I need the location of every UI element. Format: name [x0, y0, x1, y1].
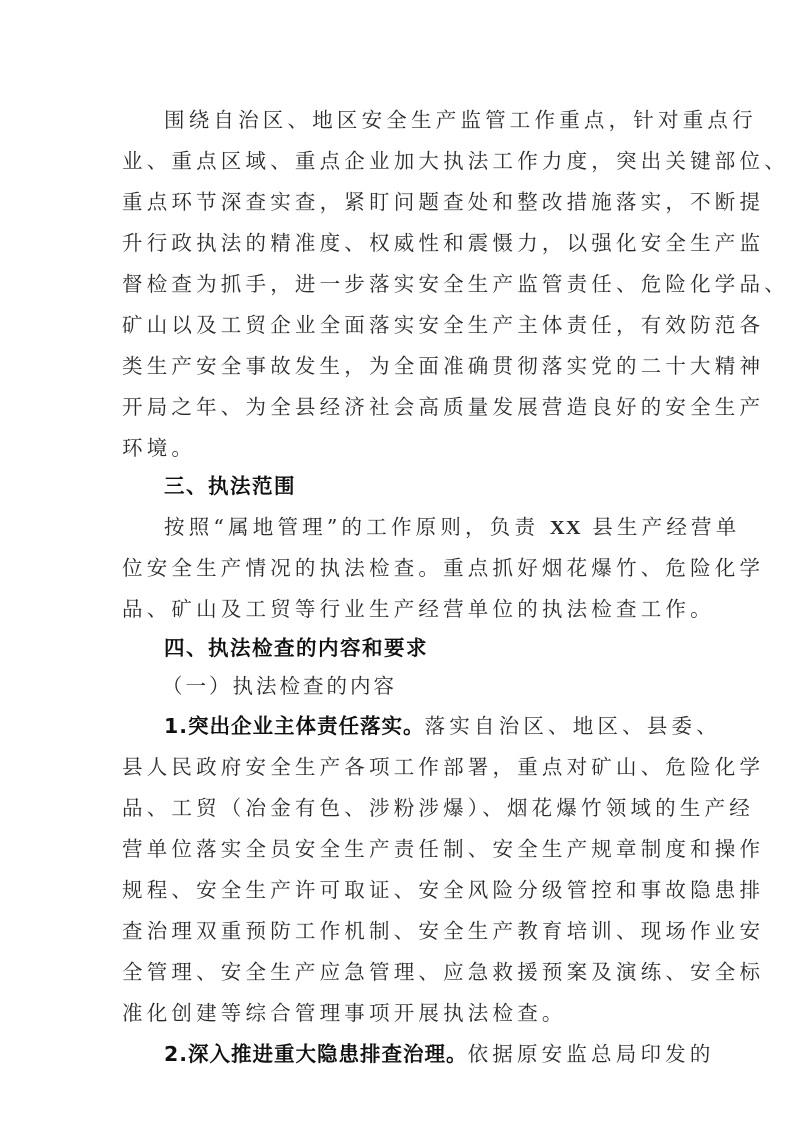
section-heading-content-requirements: 四、执法检查的内容和要求 — [164, 636, 428, 660]
item-2-title: 2.深入推进重大隐患排查治理。 — [164, 1042, 468, 1066]
paragraph-line: 开局之年、为全县经济社会高质量发展营造良好的安全生产 — [122, 395, 765, 419]
paragraph-line: 业、重点区域、重点企业加大执法工作力度，突出关键部位、 — [122, 149, 789, 173]
item-1-first-line — [164, 710, 721, 742]
paragraph-line: 营单位落实全员安全生产责任制、安全生产规章制度和操作 — [122, 837, 765, 861]
text-segment: 依据原安监总局印发的 — [467, 1042, 715, 1066]
county-placeholder: XX — [549, 517, 582, 539]
item-2-first-line — [164, 1038, 715, 1070]
item-1-title: 1.突出企业主体责任落实。 — [164, 714, 425, 738]
paragraph-line: 环境。 — [122, 436, 197, 460]
paragraph-line: 矿山以及工贸企业全面落实安全生产主体责任，有效防范各 — [122, 313, 765, 337]
paragraph-line: 全管理、安全生产应急管理、应急救援预案及演练、安全标 — [122, 960, 765, 984]
text-segment: 落实自治区、地区、县委、 — [424, 714, 721, 738]
paragraph-line: 准化创建等综合管理事项开展执法检查。 — [122, 1001, 567, 1025]
paragraph-line: 县人民政府安全生产各项工作部署，重点对矿山、危险化学 — [122, 755, 765, 779]
paragraph-line: 位安全生产情况的执法检查。重点抓好烟花爆竹、危险化学 — [122, 556, 765, 580]
paragraph-line: 围绕自治区、地区安全生产监管工作重点，针对重点行 — [164, 108, 757, 132]
text-segment: 按照“属地管理”的工作原则，负责 — [164, 515, 550, 539]
paragraph-line: 品、工贸（冶金有色、涉粉涉爆）、烟花爆竹领域的生产经 — [122, 796, 754, 820]
paragraph-line: 重点环节深查实查，紧盯问题查处和整改措施落实，不断提 — [122, 190, 765, 214]
paragraph-line: 升行政执法的精准度、权威性和震慑力，以强化安全生产监 — [122, 231, 765, 255]
paragraph-line — [164, 511, 741, 543]
paragraph-line: 规程、安全生产许可取证、安全风险分级管控和事故隐患排 — [122, 878, 765, 902]
subsection-heading: （一）执法检查的内容 — [162, 674, 397, 698]
section-heading-scope: 三、执法范围 — [164, 474, 296, 498]
paragraph-line: 查治理双重预防工作机制、安全生产教育培训、现场作业安 — [122, 919, 765, 943]
text-segment: 县生产经营单 — [581, 515, 741, 539]
paragraph-line: 类生产安全事故发生，为全面准确贯彻落实党的二十大精神 — [122, 354, 765, 378]
paragraph-line: 督检查为抓手，进一步落实安全生产监管责任、危险化学品、 — [122, 272, 789, 296]
paragraph-line: 品、矿山及工贸等行业生产经营单位的执法检查工作。 — [122, 597, 715, 621]
